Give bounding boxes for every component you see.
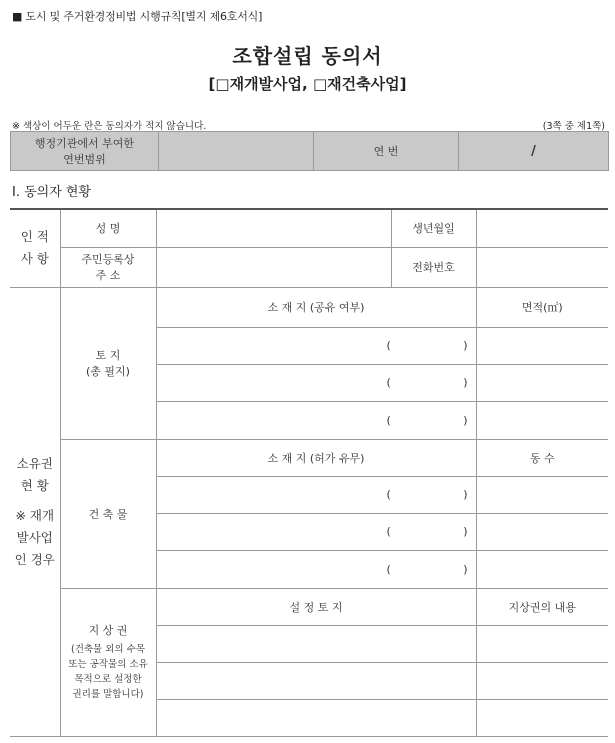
shaded-area-note: ※ 색상이 어두운 란은 동의자가 적지 않습니다.	[12, 121, 207, 132]
ownership-redevelopment-note: ※ 재개	[15, 507, 55, 523]
admin-serial-range-label: 행정기관에서 부여한 연번범위	[11, 132, 159, 171]
land-area-field[interactable]	[476, 401, 608, 439]
building-count-field[interactable]	[476, 513, 608, 550]
phone-field[interactable]	[476, 247, 608, 287]
surface-content-field[interactable]	[476, 699, 608, 736]
name-label: 성 명	[60, 209, 156, 247]
phone-label: 전화번호	[391, 247, 476, 287]
building-location-header: 소 재 지 (허가 유무)	[156, 439, 476, 476]
admin-serial-range-field[interactable]	[159, 132, 314, 171]
surface-land-field[interactable]	[156, 662, 476, 699]
form-subtitle: [□재개발사업, □재건축사업]	[208, 75, 407, 93]
surface-land-field[interactable]	[156, 699, 476, 736]
consenter-table	[10, 208, 608, 737]
land-location-header: 소 재 지 (공유 여부)	[156, 287, 476, 327]
personal-info-group-label: 인 적 사 항	[10, 209, 60, 287]
building-count-field[interactable]	[476, 550, 608, 588]
building-count-field[interactable]	[476, 476, 608, 513]
building-location-field[interactable]: ( )	[156, 550, 476, 588]
birth-date-label: 생년월일	[391, 209, 476, 247]
building-count-header: 동 수	[476, 439, 608, 476]
land-area-field[interactable]	[476, 327, 608, 364]
surface-content-field[interactable]	[476, 625, 608, 662]
land-location-field[interactable]: ( )	[156, 401, 476, 439]
admin-table	[10, 131, 609, 171]
land-area-header: 면적(㎡)	[476, 287, 608, 327]
ownership-group-label: 소유권 현 황 ※ 재개 발사업 인 경우	[10, 287, 60, 736]
surface-content-field[interactable]	[476, 662, 608, 699]
building-location-field[interactable]: ( )	[156, 476, 476, 513]
name-field[interactable]	[156, 209, 391, 247]
serial-number-field[interactable]: /	[459, 132, 609, 171]
land-location-field[interactable]: ( )	[156, 327, 476, 364]
birth-date-field[interactable]	[476, 209, 608, 247]
form-title: 조합설립 동의서	[232, 44, 383, 68]
land-location-field[interactable]: ( )	[156, 364, 476, 401]
address-field[interactable]	[156, 247, 391, 287]
surface-content-header: 지상권의 내용	[476, 588, 608, 625]
address-label: 주민등록상 주 소	[60, 247, 156, 287]
surface-rights-label: 지 상 권 (건축물 외의 수목 또는 공작물의 소유 목적으로 설정한 권리를 말합니다)	[60, 588, 156, 736]
building-label: 건 축 물	[60, 439, 156, 588]
page-indicator: (3쪽 중 제1쪽)	[542, 121, 605, 132]
building-location-field[interactable]: ( )	[156, 513, 476, 550]
land-area-field[interactable]	[476, 364, 608, 401]
surface-land-field[interactable]	[156, 625, 476, 662]
surface-land-header: 설 정 토 지	[156, 588, 476, 625]
land-label: 토 지 (총 필지)	[60, 287, 156, 439]
serial-number-label: 연 번	[314, 132, 459, 171]
form-header-note: ■ 도시 및 주거환경정비법 시행규칙[별지 제6호서식]	[12, 10, 263, 23]
section-title: Ⅰ. 동의자 현황	[12, 185, 92, 200]
